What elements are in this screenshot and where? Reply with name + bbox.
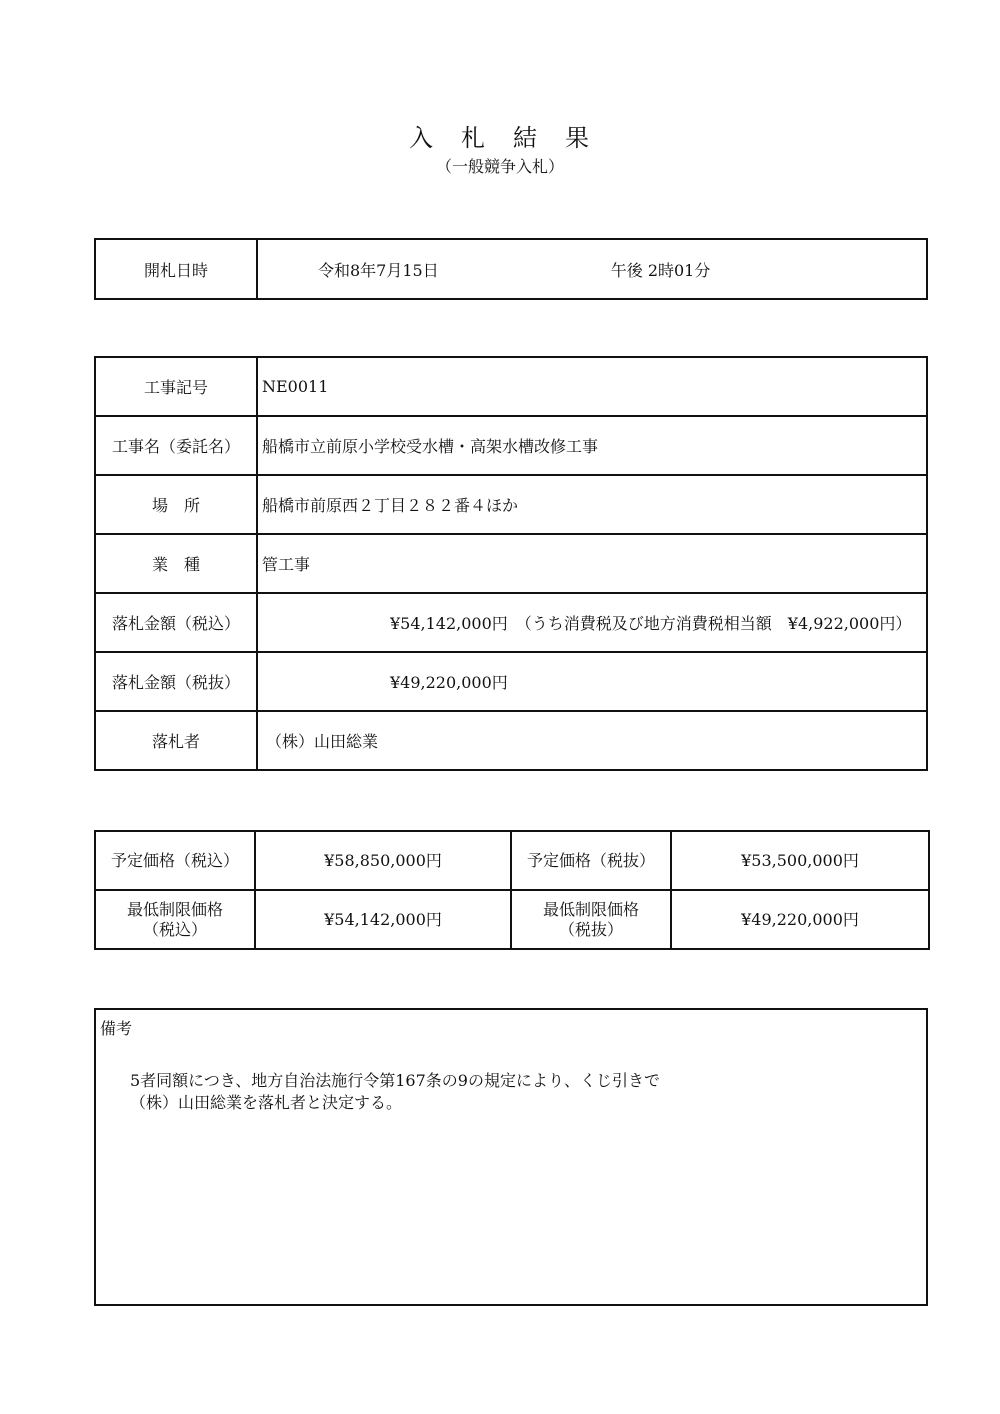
code-label: 工事記号 xyxy=(95,357,257,416)
remarks-line-1: 5者同額につき、地方自治法施行令第167条の9の規定により、くじ引きで xyxy=(130,1071,660,1090)
name-row xyxy=(95,416,927,475)
planned-price-row xyxy=(95,831,929,890)
place-label: 場 所 xyxy=(95,475,257,534)
min-excl-label xyxy=(511,890,671,949)
amount-tax-note: （うち消費税及び地方消費税相当額 ¥4,922,000円） xyxy=(515,614,912,633)
place-value: 船橋市前原西２丁目２８２番４ほか xyxy=(257,475,927,534)
opening-time: 午後 2時01分 xyxy=(610,260,711,280)
amount-incl-value: ¥54,142,000円 xyxy=(390,614,508,633)
amount-excl-row xyxy=(95,652,927,711)
min-excl-value: ¥49,220,000円 xyxy=(671,890,929,949)
amount-excl-cell xyxy=(257,652,927,711)
amount-incl-row xyxy=(95,593,927,652)
amount-incl-label: 落札金額（税込） xyxy=(95,593,257,652)
amount-excl-value: ¥49,220,000円 xyxy=(390,673,508,692)
min-incl-label xyxy=(95,890,255,949)
winner-value: （株）山田総業 xyxy=(266,732,379,751)
name-label: 工事名（委託名） xyxy=(95,416,257,475)
winner-row xyxy=(95,711,927,770)
min-incl-value: ¥54,142,000円 xyxy=(255,890,511,949)
remarks-box xyxy=(94,1008,928,1306)
planned-excl-value: ¥53,500,000円 xyxy=(671,831,929,890)
code-row xyxy=(95,357,927,416)
type-label: 業 種 xyxy=(95,534,257,593)
type-row xyxy=(95,534,927,593)
opening-date: 令和8年7月15日 xyxy=(318,260,439,280)
code-value: NE0011 xyxy=(257,357,927,416)
name-value: 船橋市立前原小学校受水槽・高架水槽改修工事 xyxy=(257,416,927,475)
type-value: 管工事 xyxy=(257,534,927,593)
min-price-row xyxy=(95,890,929,949)
place-row xyxy=(95,475,927,534)
remarks-label: 備考 xyxy=(100,1019,133,1038)
details-table xyxy=(94,356,928,771)
price-table xyxy=(94,830,930,950)
planned-incl-value: ¥58,850,000円 xyxy=(255,831,511,890)
remarks-body xyxy=(130,1070,660,1114)
page-title: 入 札 結 果 xyxy=(409,124,591,152)
min-excl-label-line2: （税抜） xyxy=(558,919,623,939)
remarks-line-2: （株）山田総業を落札者と決定する。 xyxy=(130,1093,403,1112)
opening-value-cell xyxy=(257,239,927,299)
winner-label: 落札者 xyxy=(95,711,257,770)
opening-row xyxy=(95,239,927,299)
winner-cell xyxy=(257,711,927,770)
opening-table xyxy=(94,238,928,300)
amount-excl-label: 落札金額（税抜） xyxy=(95,652,257,711)
amount-incl-cell xyxy=(257,593,927,652)
planned-excl-label: 予定価格（税抜） xyxy=(511,831,671,890)
planned-incl-label: 予定価格（税込） xyxy=(95,831,255,890)
min-incl-label-line1: 最低制限価格 xyxy=(126,899,223,919)
opening-label: 開札日時 xyxy=(95,239,257,299)
min-incl-label-line2: （税込） xyxy=(142,919,207,939)
min-excl-label-line1: 最低制限価格 xyxy=(542,899,639,919)
page-subtitle: （一般競争入札） xyxy=(435,157,564,176)
